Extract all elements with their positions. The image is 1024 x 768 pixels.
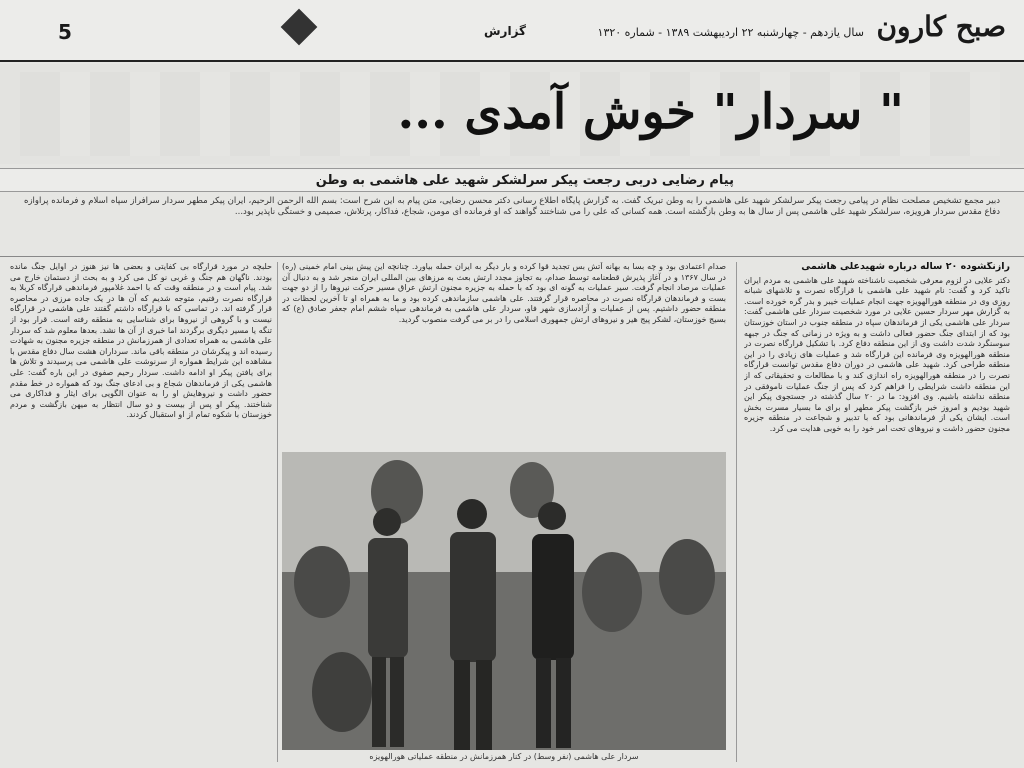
headline: " سردار" خوش آمدی ... [397,84,904,140]
divider [0,256,1024,257]
newspaper-logo: صبح کارون [876,10,1006,43]
subtitle: پیام رضایی دربی رجعت پیکر سرلشکر شهید علی هاشمی به وطن [315,173,734,188]
column-divider [277,262,278,762]
article-photo [282,452,726,750]
diamond-icon [281,9,318,46]
page-number: 5 [58,20,72,44]
masthead [0,0,1024,62]
column-text: دکتر علایی در لزوم معرفی شخصیت ناشناخته شهید علی هاشمی به مردم ایران تاکید کرد و گفت: نام شهید علی هاشمی با قرارگاه نصرت و تلاشهای شبانه روزی وی در منطقه هورالهویزه جهت انجام عملیات خیبر و بدر گره خورده است. به گزارش مهر سردار حسین علایی در مورد شخصیت سردار علی هاشمی گفت: سردار علی هاشمی یکی از فرماندهان سپاه در منطقه جنوب در استان خوزستان بود که از ابتدای جنگ حضور فعالی داشت و به ویژه در زمانی که جنگ در جبهه سوسنگرد شدت داشت وی از این منطقه دفاع کرد. با تشکیل قرارگاه نصرت در منطقه هورالهویزه وی فرمانده این قرارگاه شد و عملیات های زیادی را در این منطقه طراحی کرد. شهید علی هاشمی در دوران دفاع مقدس توانست قرارگاه نصرت را در منطقه هورالهویزه راه اندازی کند و با مطالعات و تحقیقاتی که از این منطقه داشت شرایطی را فراهم کرد که پس از جنگ عملیات ناموفقی در منطقه نداشته باشیم. وی افزود: ما در ۲۰ سال گذشته در جستجوی پیکر این شهید بودیم و امروز خبر بازگشت پیکر مطهر او برای ما بسیار مسرت بخش است. ایشان یکی از فرماندهانی بود که با تدبیر و شجاعت در منطقه جزیره مجنون حضور داشت و نیروهای تحت امر خود را به خوبی هدایت می کرد. [744,275,1010,433]
subtitle-bar [0,168,1024,192]
column-text: حلبچه در مورد قرارگاه بی کفایتی و بعضی ها نیز هنوز در اوایل جنگ مانده بودند. ناگهان هم جنگ و غربی نو کل می کرد و به بحث از دستمان خارج می شد. پیام است و در منطقه وقت که با احمد غلامپور فرماندهی قرارگاه کربلا به قرارگاه نصرت رفتیم، متوجه شدیم که آن ها در یک جاده مرزی در محاصره قرار گرفته اند. در تماسی که با قرارگاه داشتم گفتند علی هاشمی در قرارگاه نیست و با گروهی از نیروها برای شناسایی به منطقه رفته است. قرار بود از تنگه یا مسیر دیگری برگردند اما خبری از آن ها نشد. بعدها معلوم شد که سردار علی هاشمی به همراه تعدادی از همرزمانش در منطقه جزیره مجنون به شهادت رسیده اند و پیکرشان در منطقه باقی ماند. سرداران هشت سال دفاع مقدس با مشاهده این شرایط همواره از سرنوشت علی هاشمی می پرسیدند و تلاش ها برای یافتن پیکر او ادامه داشت. سردار رحیم صفوی در این باره گفت: علی هاشمی یکی از فرماندهان شجاع و بی ادعای جنگ بود که همواره در خط مقدم حضور داشت و نیروهایش او را به عنوان الگویی برای ایثار و فداکاری می شناختند. پیکر او پس از بیست و دو سال انتظار به میهن بازگشت و مردم خوزستان با شکوه تمام از او استقبال کردند. [10,262,272,420]
column-divider [736,262,737,762]
photo-caption: سردار علی هاشمی (نفر وسط) در کنار همرزمانش در منطقه عملیاتی هورالهویزه [369,752,639,761]
issue-line: سال یازدهم - چهارشنبه ۲۲ اردیبهشت ۱۳۸۹ - شماره ۱۳۲۰ [597,26,864,39]
article-column-middle [282,262,726,450]
article-column-right [744,262,1010,762]
article-column-left [10,262,272,762]
photo-illustration [282,452,726,750]
column-text: صدام اعتمادی بود و چه بسا به بهانه آتش بس تجدید قوا کرده و بار دیگر به ایران حمله بیاورد. چنانچه این پیش بینی امام خمینی (ره) در سال ۱۳۶۷ و در آغاز پذیرش قطعنامه توسط صدام، به تجاوز مجدد ارتش بعث به مرزهای بین المللی ایران منجر شد و به دنبال آن عملیات مرصاد انجام گرفت. سیر عملیات به گونه ای بود که با حمله به جزیره مجنون ارتش عراق مسیر حرکت نیروها را از دو جهت بست و فرماندهان قرارگاه نصرت در محاصره قرار گرفتند. علی هاشمی سازماندهی کرده بود و ما به همراه او تا آخرین لحظات در منطقه حضور داشتیم. پس از عملیات و آزادسازی شهر فاو، سردار علی هاشمی به فرماندهی سپاه ششم امام جعفر صادق (ع) که بسیج خوزستان، لشکر پیج هیر و نیروهای ارتش جمهوری اسلامی را در بر می گرفت منصوب گردید. [282,262,726,324]
column-heading: رازنگشوده ۲۰ ساله درباره شهیدعلی هاشمی [801,262,1010,272]
lede-paragraph: دبیر مجمع تشخیص مصلحت نظام در پیامی رجعت پیکر سرلشکر شهید علی هاشمی را به وطن تبریک گفت. به گزارش پایگاه اطلاع رسانی دکتر محسن رضایی، متن پیام به این شرح است: بسم الله الرحمن الرحیم، ایران پیکر مطهر سردار سرافراز سپاه اسلام و فرمانده پرآوازه دفاع مقدس سردار هرویزه، سرلشکر شهید علی هاشمی پس از سال ها به وطن بازگشته است. همه کسانی که علی را می شناختند گواهند که او فرمانده ای مومن، شجاع، فداکار، پرتلاش، صمیمی و خستگی ناپذیر بود... [24,196,1000,217]
section-label: گزارش [484,24,527,38]
